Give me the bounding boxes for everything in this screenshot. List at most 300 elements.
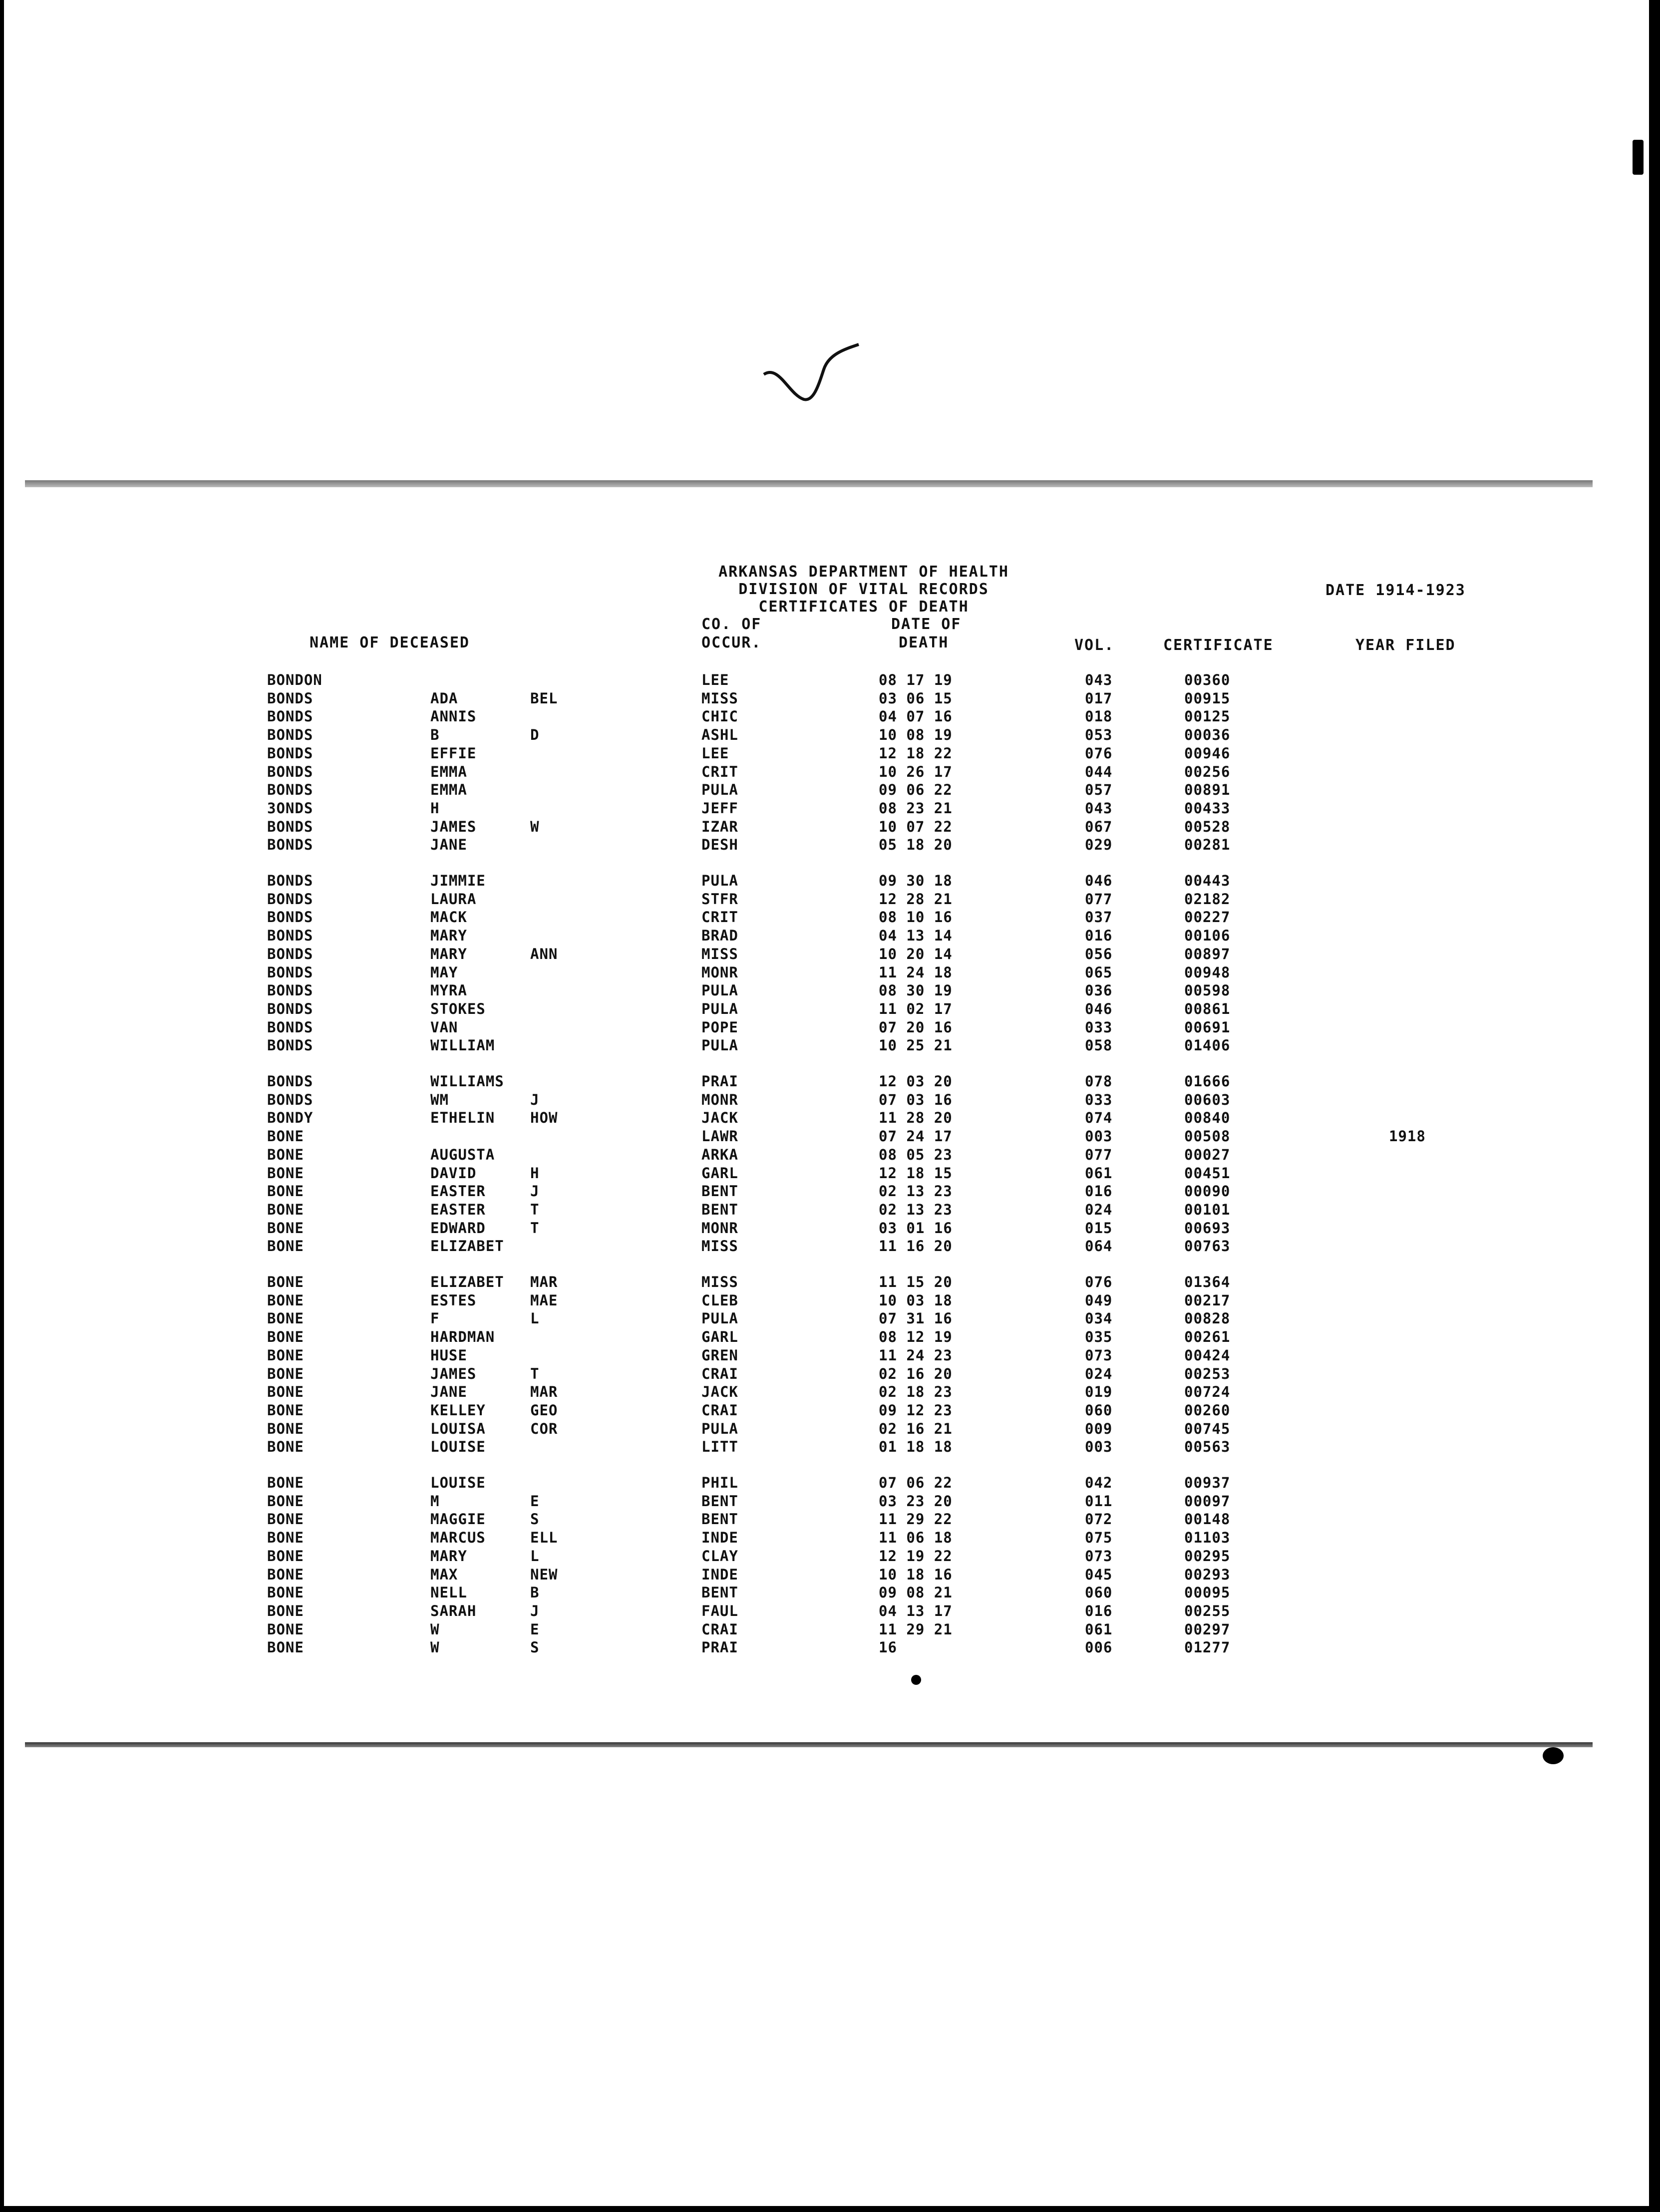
record-county: BENT (701, 1511, 738, 1528)
record-volume: 033 (1085, 1091, 1113, 1108)
record-middle-name: B (530, 1584, 540, 1601)
column-header-county-line2: OCCUR. (701, 634, 762, 651)
record-volume: 017 (1085, 689, 1113, 707)
record-certificate: 00148 (1184, 1511, 1231, 1528)
record-date-of-death: 02 16 21 (879, 1420, 953, 1437)
record-certificate: 00897 (1184, 945, 1231, 962)
record-date-of-death: 11 15 20 (879, 1273, 953, 1290)
record-county: GREN (701, 1346, 738, 1364)
record-county: PULA (701, 1000, 738, 1017)
table-row (0, 745, 1548, 763)
table-row (0, 1128, 1548, 1146)
record-last-name: BONE (267, 1328, 304, 1346)
record-date-of-death: 10 25 21 (879, 1037, 953, 1054)
record-county: CLEB (701, 1291, 738, 1309)
table-row (0, 964, 1548, 982)
record-middle-name: MAR (530, 1383, 558, 1401)
record-county: GARL (701, 1328, 738, 1346)
record-middle-name: E (530, 1492, 540, 1510)
record-last-name: BONE (267, 1164, 304, 1182)
record-first-name: MARY (430, 1547, 467, 1565)
record-middle-name: T (530, 1201, 540, 1218)
record-date-of-death: 02 18 23 (879, 1383, 953, 1401)
record-middle-name: ELL (530, 1529, 558, 1547)
table-row (0, 1238, 1548, 1256)
record-last-name: BONE (267, 1365, 304, 1382)
record-middle-name: BEL (530, 689, 558, 707)
record-volume: 046 (1085, 872, 1113, 889)
record-volume: 029 (1085, 836, 1113, 854)
record-certificate: 00256 (1184, 763, 1231, 780)
record-first-name: LAURA (430, 890, 477, 908)
record-last-name: BONE (267, 1183, 304, 1200)
record-county: FAUL (701, 1602, 738, 1619)
record-first-name: MAY (430, 963, 458, 981)
record-date-of-death: 11 24 23 (879, 1346, 953, 1364)
record-date-of-death: 10 07 22 (879, 818, 953, 835)
record-certificate: 00433 (1184, 799, 1231, 817)
record-last-name: BONE (267, 1529, 304, 1547)
record-date-of-death: 16 (879, 1639, 897, 1656)
record-volume: 035 (1085, 1328, 1113, 1346)
record-first-name: MARCUS (430, 1529, 486, 1547)
record-date-of-death: 03 23 20 (879, 1492, 953, 1510)
record-volume: 024 (1085, 1201, 1113, 1218)
record-middle-name: NEW (530, 1566, 558, 1583)
record-date-of-death: 04 07 16 (879, 708, 953, 725)
record-county: CRAI (701, 1365, 738, 1382)
record-volume: 016 (1085, 1183, 1113, 1200)
table-row (0, 1201, 1548, 1219)
scan-speck (911, 1675, 921, 1685)
table-row (0, 781, 1548, 799)
record-first-name: KELLEY (430, 1401, 486, 1419)
record-first-name: WM (430, 1091, 449, 1108)
record-last-name: BONE (267, 1438, 304, 1456)
record-date-of-death: 11 28 20 (879, 1109, 953, 1127)
table-row (0, 1584, 1548, 1602)
record-last-name: BONE (267, 1511, 304, 1528)
record-volume: 043 (1085, 671, 1113, 688)
record-first-name: EASTER (430, 1201, 486, 1218)
record-date-of-death: 02 16 20 (879, 1365, 953, 1382)
record-first-name: EFFIE (430, 744, 477, 762)
record-county: ASHL (701, 726, 738, 744)
record-certificate: 00693 (1184, 1219, 1231, 1237)
record-middle-name: T (530, 1219, 540, 1237)
table-row (0, 1165, 1548, 1183)
record-volume: 003 (1085, 1438, 1113, 1456)
table-row (0, 1091, 1548, 1109)
record-certificate: 00106 (1184, 927, 1231, 945)
record-middle-name: E (530, 1620, 540, 1638)
record-certificate: 00691 (1184, 1018, 1231, 1036)
table-row (0, 1420, 1548, 1438)
table-row (0, 1529, 1548, 1547)
record-date-of-death: 12 18 15 (879, 1164, 953, 1182)
table-row (0, 927, 1548, 945)
record-certificate: 00095 (1184, 1584, 1231, 1601)
table-row (0, 1292, 1548, 1310)
record-first-name: WILLIAMS (430, 1073, 504, 1090)
record-county: PRAI (701, 1639, 738, 1656)
record-county: BENT (701, 1492, 738, 1510)
record-first-name: ESTES (430, 1291, 477, 1309)
record-first-name: W (430, 1639, 440, 1656)
record-last-name: BONE (267, 1128, 304, 1145)
record-last-name: BONE (267, 1566, 304, 1583)
record-county: JACK (701, 1109, 738, 1127)
table-row (0, 1474, 1548, 1492)
record-date-of-death: 09 06 22 (879, 781, 953, 799)
record-first-name: AUGUSTA (430, 1146, 495, 1163)
record-last-name: BONE (267, 1620, 304, 1638)
record-date-of-death: 11 16 20 (879, 1238, 953, 1255)
record-volume: 053 (1085, 726, 1113, 744)
table-row (0, 1639, 1548, 1657)
record-first-name: VAN (430, 1018, 458, 1036)
record-last-name: BONDS (267, 689, 314, 707)
record-county: PULA (701, 1037, 738, 1054)
record-certificate: 01103 (1184, 1529, 1231, 1547)
record-volume: 065 (1085, 963, 1113, 981)
record-county: IZAR (701, 818, 738, 835)
scan-speck (1633, 140, 1644, 175)
column-header-name: NAME OF DECEASED (310, 634, 470, 651)
record-county: LAWR (701, 1128, 738, 1145)
record-first-name: HARDMAN (430, 1328, 495, 1346)
record-first-name: DAVID (430, 1164, 477, 1182)
record-county: PULA (701, 1310, 738, 1327)
record-first-name: WILLIAM (430, 1037, 495, 1054)
record-volume: 016 (1085, 1602, 1113, 1619)
record-volume: 033 (1085, 1018, 1113, 1036)
record-volume: 046 (1085, 1000, 1113, 1017)
record-last-name: BONE (267, 1474, 304, 1491)
record-county: MISS (701, 1273, 738, 1290)
record-certificate: 00217 (1184, 1291, 1231, 1309)
record-volume: 036 (1085, 982, 1113, 999)
record-first-name: HUSE (430, 1346, 467, 1364)
record-volume: 060 (1085, 1401, 1113, 1419)
record-county: BENT (701, 1201, 738, 1218)
record-first-name: STOKES (430, 1000, 486, 1017)
record-last-name: BONE (267, 1492, 304, 1510)
record-date-of-death: 10 08 19 (879, 726, 953, 744)
record-certificate: 00915 (1184, 689, 1231, 707)
record-county: BRAD (701, 927, 738, 945)
record-first-name: MAX (430, 1566, 458, 1583)
table-row (0, 1000, 1548, 1018)
record-last-name: BONDS (267, 1037, 314, 1054)
record-date-of-death: 03 06 15 (879, 689, 953, 707)
record-last-name: BONDS (267, 726, 314, 744)
record-date-of-death: 08 12 19 (879, 1328, 953, 1346)
table-row (0, 1402, 1548, 1420)
record-county: CRAI (701, 1401, 738, 1419)
record-certificate: 00948 (1184, 963, 1231, 981)
record-certificate: 00125 (1184, 708, 1231, 725)
record-first-name: M (430, 1492, 440, 1510)
record-date-of-death: 08 23 21 (879, 799, 953, 817)
record-certificate: 00603 (1184, 1091, 1231, 1108)
record-date-of-death: 11 29 21 (879, 1620, 953, 1638)
record-middle-name: T (530, 1365, 540, 1382)
record-first-name: LOUISA (430, 1420, 486, 1437)
record-first-name: EMMA (430, 763, 467, 780)
record-first-name: EDWARD (430, 1219, 486, 1237)
record-county: INDE (701, 1529, 738, 1547)
record-last-name: BONE (267, 1346, 304, 1364)
record-middle-name: MAR (530, 1273, 558, 1290)
record-volume: 045 (1085, 1566, 1113, 1583)
record-first-name: SARAH (430, 1602, 477, 1619)
record-county: MONR (701, 1219, 738, 1237)
table-row (0, 1146, 1548, 1164)
record-first-name: MARY (430, 945, 467, 962)
record-volume: 049 (1085, 1291, 1113, 1309)
record-certificate: 00745 (1184, 1420, 1231, 1437)
record-last-name: BONE (267, 1602, 304, 1619)
record-last-name: BONDS (267, 836, 314, 854)
record-date-of-death: 04 13 14 (879, 927, 953, 945)
record-county: PULA (701, 982, 738, 999)
column-header-certificate: CERTIFICATE (1163, 636, 1274, 654)
record-last-name: BONE (267, 1201, 304, 1218)
record-middle-name: H (530, 1164, 540, 1182)
record-volume: 075 (1085, 1529, 1113, 1547)
record-volume: 077 (1085, 890, 1113, 908)
record-date-of-death: 07 06 22 (879, 1474, 953, 1491)
record-last-name: BONE (267, 1547, 304, 1565)
certificates-title: CERTIFICATES OF DEATH (758, 598, 969, 616)
record-volume: 037 (1085, 909, 1113, 926)
record-volume: 009 (1085, 1420, 1113, 1437)
table-row (0, 1548, 1548, 1566)
record-date-of-death: 12 19 22 (879, 1547, 953, 1565)
record-last-name: BONDS (267, 708, 314, 725)
record-middle-name: W (530, 818, 540, 835)
record-first-name: MACK (430, 909, 467, 926)
record-county: BENT (701, 1183, 738, 1200)
record-first-name: NELL (430, 1584, 467, 1601)
record-certificate: 00828 (1184, 1310, 1231, 1327)
record-middle-name: L (530, 1547, 540, 1565)
record-county: MISS (701, 689, 738, 707)
table-row (0, 800, 1548, 818)
record-date-of-death: 07 03 16 (879, 1091, 953, 1108)
record-certificate: 01364 (1184, 1273, 1231, 1290)
record-county: MONR (701, 1091, 738, 1108)
record-volume: 076 (1085, 1273, 1113, 1290)
record-county: CRIT (701, 909, 738, 926)
record-middle-name: GEO (530, 1401, 558, 1419)
record-volume: 061 (1085, 1164, 1113, 1182)
record-middle-name: COR (530, 1420, 558, 1437)
record-volume: 016 (1085, 927, 1113, 945)
record-certificate: 00261 (1184, 1328, 1231, 1346)
record-county: JEFF (701, 799, 738, 817)
record-certificate: 00295 (1184, 1547, 1231, 1565)
record-date-of-death: 08 30 19 (879, 982, 953, 999)
table-row (0, 1493, 1548, 1511)
table-row (0, 1183, 1548, 1201)
record-last-name: BONDS (267, 982, 314, 999)
record-last-name: BONE (267, 1273, 304, 1290)
record-last-name: BONDS (267, 1073, 314, 1090)
record-last-name: BONDS (267, 909, 314, 926)
record-last-name: BONE (267, 1639, 304, 1656)
record-last-name: BONDS (267, 927, 314, 945)
record-date-of-death: 10 18 16 (879, 1566, 953, 1583)
table-row (0, 818, 1548, 836)
record-county: CHIC (701, 708, 738, 725)
record-volume: 044 (1085, 763, 1113, 780)
division-title: DIVISION OF VITAL RECORDS (738, 581, 989, 598)
record-date-of-death: 07 31 16 (879, 1310, 953, 1327)
table-row (0, 690, 1548, 708)
table-row (0, 726, 1548, 744)
record-last-name: BONDS (267, 763, 314, 780)
record-last-name: BONE (267, 1291, 304, 1309)
record-certificate: 00293 (1184, 1566, 1231, 1583)
record-date-of-death: 12 18 22 (879, 744, 953, 762)
record-certificate: 00255 (1184, 1602, 1231, 1619)
table-row (0, 872, 1548, 890)
record-volume: 067 (1085, 818, 1113, 835)
record-volume: 077 (1085, 1146, 1113, 1163)
record-date-of-death: 07 20 16 (879, 1018, 953, 1036)
table-row (0, 836, 1548, 854)
column-header-county-line1: CO. OF (701, 616, 762, 633)
record-date-of-death: 07 24 17 (879, 1128, 953, 1145)
record-middle-name: S (530, 1639, 540, 1656)
record-first-name: ANNIS (430, 708, 477, 725)
record-date-of-death: 09 08 21 (879, 1584, 953, 1601)
record-volume: 064 (1085, 1238, 1113, 1255)
table-row (0, 1073, 1548, 1091)
record-first-name: JIMMIE (430, 872, 486, 889)
record-certificate: 00528 (1184, 818, 1231, 835)
table-row (0, 1109, 1548, 1127)
record-certificate: 00891 (1184, 781, 1231, 799)
record-last-name: BONDS (267, 890, 314, 908)
record-first-name: W (430, 1620, 440, 1638)
record-certificate: 00281 (1184, 836, 1231, 854)
record-county: INDE (701, 1566, 738, 1583)
record-last-name: BONDS (267, 744, 314, 762)
record-date-of-death: 08 17 19 (879, 671, 953, 688)
record-first-name: ADA (430, 689, 458, 707)
record-first-name: JANE (430, 836, 467, 854)
record-volume: 034 (1085, 1310, 1113, 1327)
record-date-of-death: 11 29 22 (879, 1511, 953, 1528)
record-county: PRAI (701, 1073, 738, 1090)
record-certificate: 00297 (1184, 1620, 1231, 1638)
table-row (0, 1365, 1548, 1383)
record-date-of-death: 11 24 18 (879, 963, 953, 981)
record-county: ARKA (701, 1146, 738, 1163)
department-title: ARKANSAS DEPARTMENT OF HEALTH (718, 563, 1009, 581)
record-volume: 078 (1085, 1073, 1113, 1090)
record-last-name: BONDS (267, 872, 314, 889)
record-certificate: 00227 (1184, 909, 1231, 926)
record-volume: 019 (1085, 1383, 1113, 1401)
record-volume: 011 (1085, 1492, 1113, 1510)
record-date-of-death: 11 06 18 (879, 1529, 953, 1547)
record-last-name: BONE (267, 1420, 304, 1437)
record-county: BENT (701, 1584, 738, 1601)
record-certificate: 00451 (1184, 1164, 1231, 1182)
record-county: LEE (701, 744, 729, 762)
record-date-of-death: 09 12 23 (879, 1401, 953, 1419)
scan-speck (1543, 1747, 1564, 1764)
record-last-name: BONDON (267, 671, 323, 688)
record-certificate: 02182 (1184, 890, 1231, 908)
record-certificate: 01666 (1184, 1073, 1231, 1090)
date-range: DATE 1914-1923 (1326, 582, 1466, 599)
record-date-of-death: 09 30 18 (879, 872, 953, 889)
column-header-year-filed: YEAR FILED (1355, 636, 1456, 654)
table-row (0, 1273, 1548, 1291)
record-certificate: 00598 (1184, 982, 1231, 999)
record-first-name: JAMES (430, 818, 477, 835)
record-certificate: 00443 (1184, 872, 1231, 889)
record-first-name: MYRA (430, 982, 467, 999)
record-volume: 015 (1085, 1219, 1113, 1237)
record-date-of-death: 04 13 17 (879, 1602, 953, 1619)
table-row (0, 1347, 1548, 1365)
record-first-name: F (430, 1310, 440, 1327)
record-first-name: B (430, 726, 440, 744)
record-first-name: MAGGIE (430, 1511, 486, 1528)
record-volume: 074 (1085, 1109, 1113, 1127)
record-first-name: EASTER (430, 1183, 486, 1200)
record-last-name: BONDS (267, 1018, 314, 1036)
record-volume: 042 (1085, 1474, 1113, 1491)
record-certificate: 00763 (1184, 1238, 1231, 1255)
record-date-of-death: 08 05 23 (879, 1146, 953, 1163)
record-certificate: 00036 (1184, 726, 1231, 744)
record-date-of-death: 10 26 17 (879, 763, 953, 780)
record-certificate: 00946 (1184, 744, 1231, 762)
table-row (0, 909, 1548, 927)
table-row (0, 708, 1548, 726)
record-volume: 076 (1085, 744, 1113, 762)
record-date-of-death: 12 28 21 (879, 890, 953, 908)
record-county: LITT (701, 1438, 738, 1456)
record-date-of-death: 11 02 17 (879, 1000, 953, 1017)
table-row (0, 982, 1548, 1000)
record-volume: 058 (1085, 1037, 1113, 1054)
record-certificate: 00027 (1184, 1146, 1231, 1163)
record-certificate: 00840 (1184, 1109, 1231, 1127)
table-row (0, 1328, 1548, 1346)
record-volume: 024 (1085, 1365, 1113, 1382)
record-first-name: JANE (430, 1383, 467, 1401)
record-last-name: BONE (267, 1219, 304, 1237)
record-last-name: 3ONDS (267, 799, 314, 817)
record-volume: 073 (1085, 1346, 1113, 1364)
record-middle-name: J (530, 1091, 540, 1108)
table-row (0, 763, 1548, 781)
record-volume: 018 (1085, 708, 1113, 725)
table-row (0, 1220, 1548, 1238)
record-county: JACK (701, 1383, 738, 1401)
record-middle-name: J (530, 1602, 540, 1619)
record-last-name: BONDS (267, 945, 314, 962)
record-county: PHIL (701, 1474, 738, 1491)
